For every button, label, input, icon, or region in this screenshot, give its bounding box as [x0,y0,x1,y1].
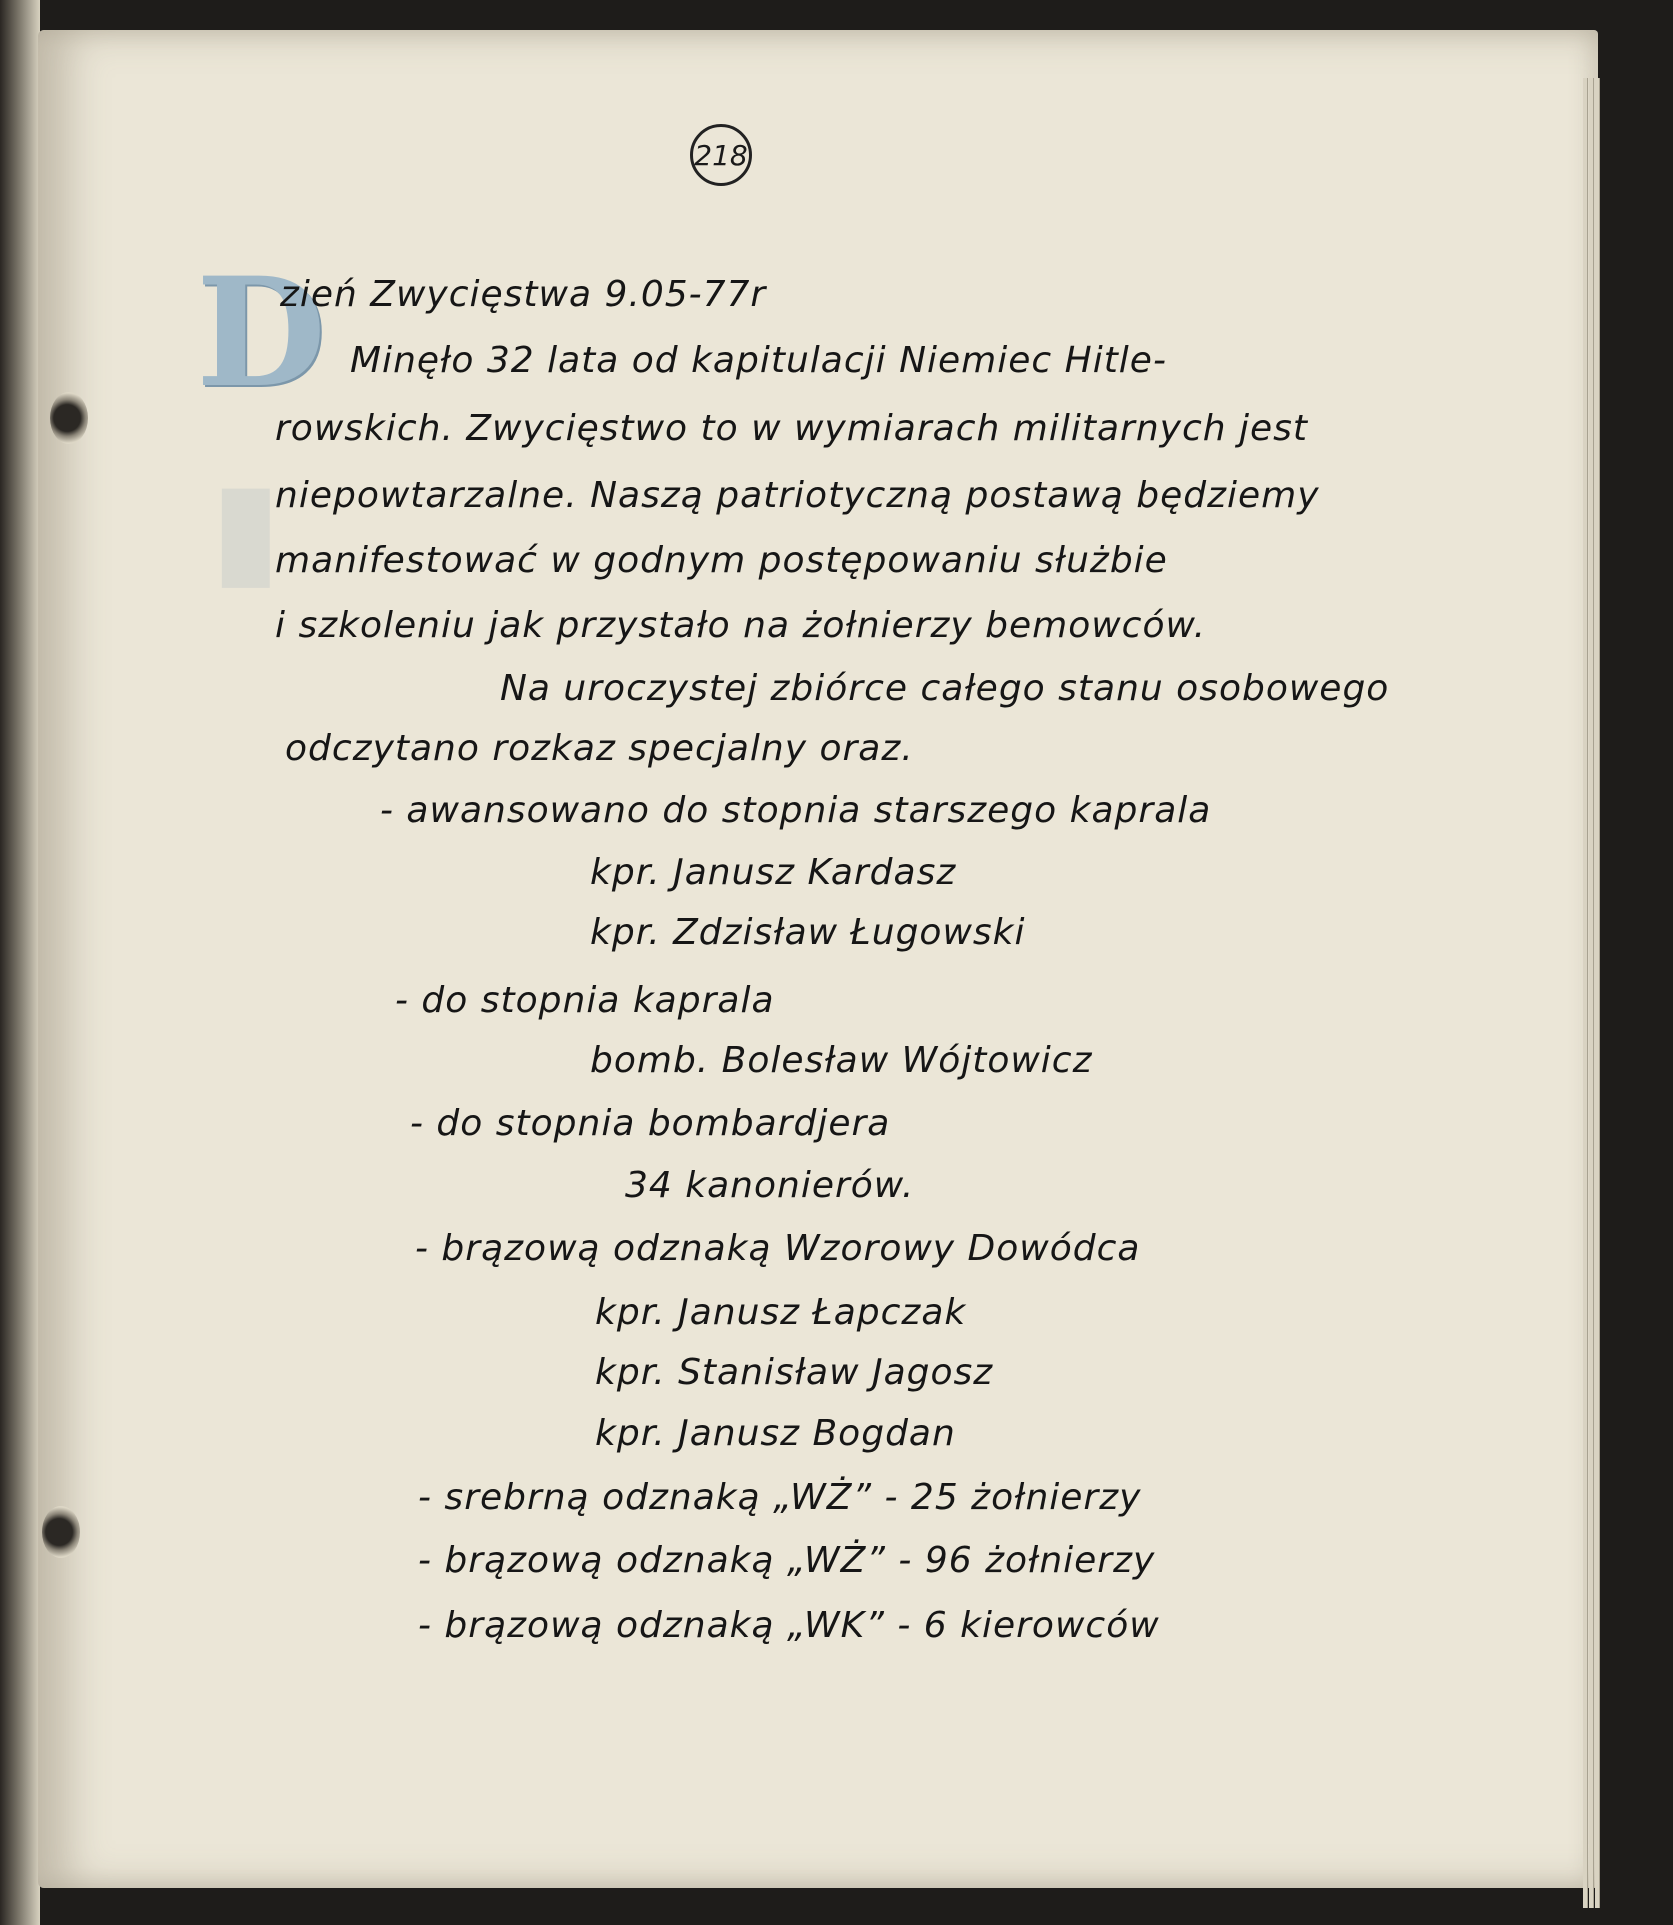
text-line-15: 34 kanonierów. [625,1165,915,1206]
decorated-initial: D [196,245,327,421]
text-line-20: - srebrną odznaką „WŻ” - 25 żołnierzy [418,1477,1142,1518]
binding-edge [0,0,40,1925]
text-line-14: - do stopnia bombardjera [410,1103,891,1144]
page-number: 218 [690,124,752,186]
text-line-22: - brązową odznaką „WK” - 6 kierowców [418,1605,1160,1646]
text-line-17: kpr. Janusz Łapczak [595,1292,967,1333]
bleed-through-initial: ▮ [210,450,282,603]
binder-hole-upper [50,392,88,444]
text-line-21: - brązową odznaką „WŻ” - 96 żołnierzy [418,1540,1156,1581]
text-line-13: bomb. Bolesław Wójtowicz [590,1040,1093,1081]
text-line-11: kpr. Zdzisław Ługowski [590,912,1026,953]
text-line-5: manifestować w godnym postępowaniu służbie [275,540,1168,581]
text-line-8: odczytano rozkaz specjalny oraz. [285,728,914,769]
text-line-1: zień Zwycięstwa 9.05-77r [280,274,767,315]
text-line-19: kpr. Janusz Bogdan [595,1413,956,1454]
text-line-10: kpr. Janusz Kardasz [590,852,957,893]
text-line-12: - do stopnia kaprala [395,980,775,1021]
text-line-7: Na uroczystej zbiórce całego stanu osobowego [500,668,1390,709]
text-line-6: i szkoleniu jak przystało na żołnierzy bemowców. [275,605,1207,646]
text-line-16: - brązową odznaką Wzorowy Dowódca [415,1228,1141,1269]
text-line-4: niepowtarzalne. Naszą patriotyczną postawą będziemy [275,475,1320,516]
page-stack-edge [1589,78,1594,1908]
text-line-18: kpr. Stanisław Jagosz [595,1352,994,1393]
page-stack-edge [1595,78,1600,1908]
binder-hole-lower [42,1506,80,1558]
text-line-3: rowskich. Zwycięstwo to w wymiarach militarnych jest [275,408,1309,449]
page-stack-edge [1583,78,1588,1908]
text-line-9: - awansowano do stopnia starszego kaprala [380,790,1212,831]
text-line-2: Minęło 32 lata od kapitulacji Niemiec Hitle- [350,340,1167,381]
